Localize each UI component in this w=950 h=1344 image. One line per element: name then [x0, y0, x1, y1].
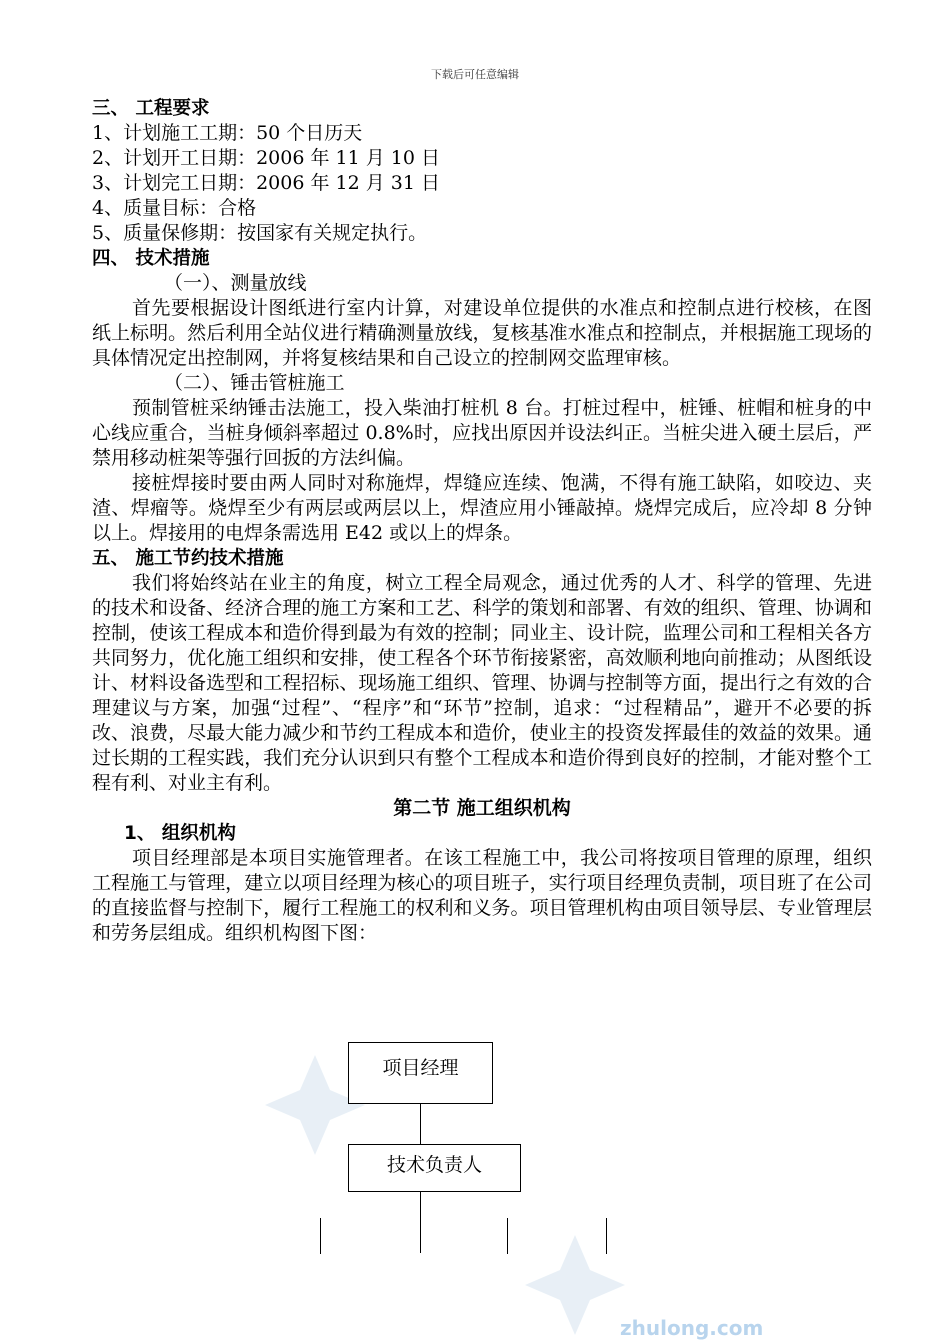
section-5-title: 五、 施工节约技术措施 [92, 548, 284, 569]
paragraph: 我们将始终站在业主的角度，树立工程全局观念，通过优秀的人才、科学的管理、先进的技术和设备、经济合理的施工方案和工艺、科学的策划和部署、有效的组织、管理、协调和控制，使该工程成本和造价得到最为有效的控制；同业主、设计院，监理公司和工程相关各方共同努力，优化施工组织和安排，使工程各个环节衔接紧密，高效顺利地向前推动；从图纸设计、材料设备选型和工程招标、现场施工组织、管理、协调与控制等方面，提出行之有效的合理建议与方案，加强“过程”、“程序”和“环节”控制，追求：“过程精品”，避开不必要的拆改、浪费，尽最大能力减少和节约工程成本和造价，使业主的投资发挥最佳的效益的效果。通过长期的工程实践，我们充分认识到只有整个工程成本和造价得到良好的控制，才能对整个工程有利、对业主有利。 [92, 572, 872, 794]
document-body [92, 96, 872, 946]
paragraph: 项目经理部是本项目实施管理者。在该工程施工中，我公司将按项目管理的原理，组织工程施工与管理，建立以项目经理为核心的项目班子，实行项目经理负责制，项目班了在公司的直接监督与控制下，履行工程施工的权利和义务。项目管理机构由项目领导层、专业管理层和劳务层组成。组织机构图下图： [92, 847, 872, 944]
watermark-logo [260, 1050, 370, 1160]
watermark-text: zhulong.com [620, 1316, 764, 1340]
list-item: 4、质量目标：合格 [92, 197, 257, 219]
list-item: 3、计划完工日期：2006 年 12 月 31 日 [92, 172, 440, 194]
org-box-technical-lead [348, 1144, 521, 1192]
chapter-title: 第二节 施工组织机构 [393, 797, 571, 819]
paragraph: 预制管桩采纳锤击法施工，投入柴油打桩机 8 台。打桩过程中，桩锤、桩帽和桩身的中心线应重合，当桩身倾斜率超过 0.8%时，应找出原因并设法纠正。当桩尖进入硬土层后，严禁用移动桩架等强行回扳的方法纠偏。 [92, 397, 872, 469]
org-box-label: 技术负责人 [386, 1153, 482, 1176]
watermark-logo [520, 1230, 630, 1340]
connector-line [320, 1218, 321, 1254]
paragraph: 首先要根据设计图纸进行室内计算，对建设单位提供的水准点和控制点进行校核，在图纸上标明。然后利用全站仪进行精确测量放线，复核基准水准点和控制点，并根据施工现场的具体情况定出控制网，并将复核结果和自己设立的控制网交监理审核。 [92, 297, 872, 369]
connector-line [507, 1218, 508, 1254]
connector-line [420, 1191, 421, 1253]
org-box-label: 项目经理 [382, 1056, 459, 1079]
connector-line [420, 1103, 421, 1145]
list-item: 2、计划开工日期：2006 年 11 月 10 日 [92, 147, 440, 169]
paragraph: 接桩焊接时要由两人同时对称施焊，焊缝应连续、饱满，不得有施工缺陷，如咬边、夹渣、焊瘤等。烧焊至少有两层或两层以上，焊渣应用小锤敲掉。烧焊完成后，应冷却 8 分钟以上。焊接用的电焊条需选用 E42 或以上的焊条。 [92, 472, 872, 544]
list-item: 5、质量保修期：按国家有关规定执行。 [92, 222, 428, 244]
subsection-title: （二）、锤击管桩施工 [164, 372, 345, 394]
page-header: 下载后可任意编辑 [431, 68, 519, 81]
subsection-heading: 1、 组织机构 [124, 823, 236, 844]
section-3-title: 三、 工程要求 [92, 98, 210, 119]
section-4-title: 四、 技术措施 [92, 248, 210, 269]
subsection-title: （一）、测量放线 [164, 272, 307, 294]
list-item: 1、计划施工工期：50 个日历天 [92, 122, 363, 144]
